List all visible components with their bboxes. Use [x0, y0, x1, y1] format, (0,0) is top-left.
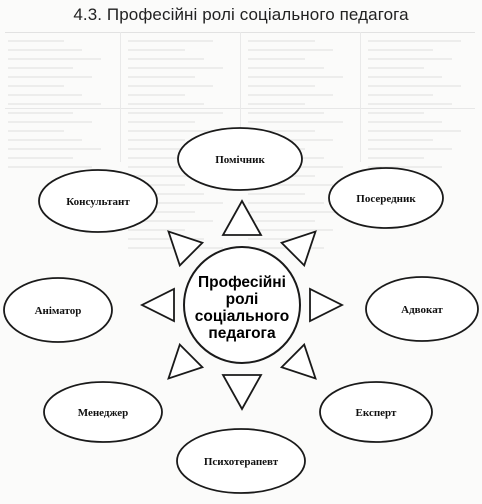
- role-node: [39, 170, 157, 232]
- center-line-1: Професійні: [198, 274, 286, 291]
- bleed-stroke: [368, 49, 433, 51]
- bleed-stroke: [368, 121, 442, 123]
- ray-triangle: [310, 289, 342, 321]
- bleed-stroke: [368, 94, 433, 96]
- bleed-stroke: [248, 94, 333, 96]
- ray-triangle: [282, 232, 316, 266]
- role-label: Психотерапевт: [203, 456, 279, 468]
- bleed-stroke: [248, 67, 324, 69]
- bleed-stroke: [248, 58, 305, 60]
- bleed-stroke: [368, 58, 452, 60]
- bleed-stroke: [248, 103, 305, 105]
- bleed-stroke: [8, 85, 64, 87]
- bleed-stroke: [368, 130, 461, 132]
- ray-triangle: [142, 289, 174, 321]
- bleed-stroke: [368, 148, 452, 150]
- role-node: [178, 128, 302, 190]
- bleed-stroke: [8, 121, 92, 123]
- bleed-stroke: [128, 103, 204, 105]
- bleed-stroke: [248, 211, 343, 213]
- ray-triangle: [223, 201, 261, 235]
- bleed-stroke: [368, 139, 433, 141]
- center-node: [184, 247, 300, 363]
- ray-triangle: [223, 375, 261, 409]
- bleed-stroke: [248, 193, 305, 195]
- bleed-stroke: [128, 229, 185, 231]
- bleed-stroke: [248, 121, 343, 123]
- bleed-stroke: [248, 229, 333, 231]
- bleed-stroke: [248, 220, 315, 222]
- role-node: [329, 168, 443, 228]
- bleed-stroke: [8, 157, 73, 159]
- bleed-stroke: [368, 157, 424, 159]
- ray-triangle: [282, 345, 316, 379]
- bleed-stroke: [8, 103, 101, 105]
- bleed-stroke: [128, 94, 185, 96]
- role-label: Аніматор: [34, 305, 82, 317]
- bleed-stroke: [248, 76, 343, 78]
- bleed-stroke: [8, 67, 73, 69]
- center-line-3: соціального: [194, 308, 290, 325]
- center-line-4: педагога: [208, 325, 276, 342]
- bleed-stroke: [8, 148, 101, 150]
- role-label: Адвокат: [401, 304, 443, 316]
- role-label: Помічник: [215, 154, 265, 166]
- bleed-stroke: [128, 40, 213, 42]
- role-label: Консультант: [66, 196, 130, 208]
- bleed-stroke: [8, 139, 82, 141]
- bleed-stroke: [248, 85, 315, 87]
- bleed-stroke: [128, 112, 223, 114]
- role-label: Посередник: [356, 193, 416, 205]
- bleed-stroke: [128, 85, 213, 87]
- center-line-2: ролі: [225, 291, 259, 308]
- bleed-stroke: [248, 49, 333, 51]
- bleed-stroke: [248, 40, 315, 42]
- role-node: [366, 277, 478, 341]
- bleed-stroke: [368, 76, 442, 78]
- bleed-stroke: [128, 67, 223, 69]
- bleed-stroke: [128, 49, 185, 51]
- bleed-stroke: [8, 130, 64, 132]
- bleed-stroke: [248, 202, 324, 204]
- ray-triangle: [169, 232, 203, 266]
- bleed-stroke: [128, 76, 195, 78]
- bleed-stroke: [8, 40, 64, 42]
- role-node: [320, 382, 432, 442]
- bleed-stroke: [128, 139, 185, 141]
- bleed-stroke: [128, 130, 213, 132]
- bleed-stroke: [8, 76, 92, 78]
- bleed-stroke: [128, 121, 195, 123]
- role-node: [4, 278, 112, 342]
- bleed-stroke: [368, 85, 461, 87]
- bleed-stroke: [368, 67, 424, 69]
- page-title: 4.3. Професійні ролі соціального педагога: [73, 5, 409, 24]
- role-node: [177, 429, 305, 493]
- role-label: Експерт: [355, 407, 397, 419]
- ray-triangle: [169, 345, 203, 379]
- bleed-stroke: [368, 40, 461, 42]
- bleed-stroke: [8, 166, 92, 168]
- bleed-stroke: [368, 103, 452, 105]
- bleed-stroke: [8, 58, 101, 60]
- bleed-stroke: [8, 94, 82, 96]
- role-node: [44, 382, 162, 442]
- bleed-stroke: [368, 112, 424, 114]
- bleed-stroke: [8, 49, 82, 51]
- bleed-stroke: [128, 58, 204, 60]
- bleed-stroke: [8, 112, 73, 114]
- bleed-stroke: [248, 112, 324, 114]
- role-label: Менеджер: [77, 407, 129, 419]
